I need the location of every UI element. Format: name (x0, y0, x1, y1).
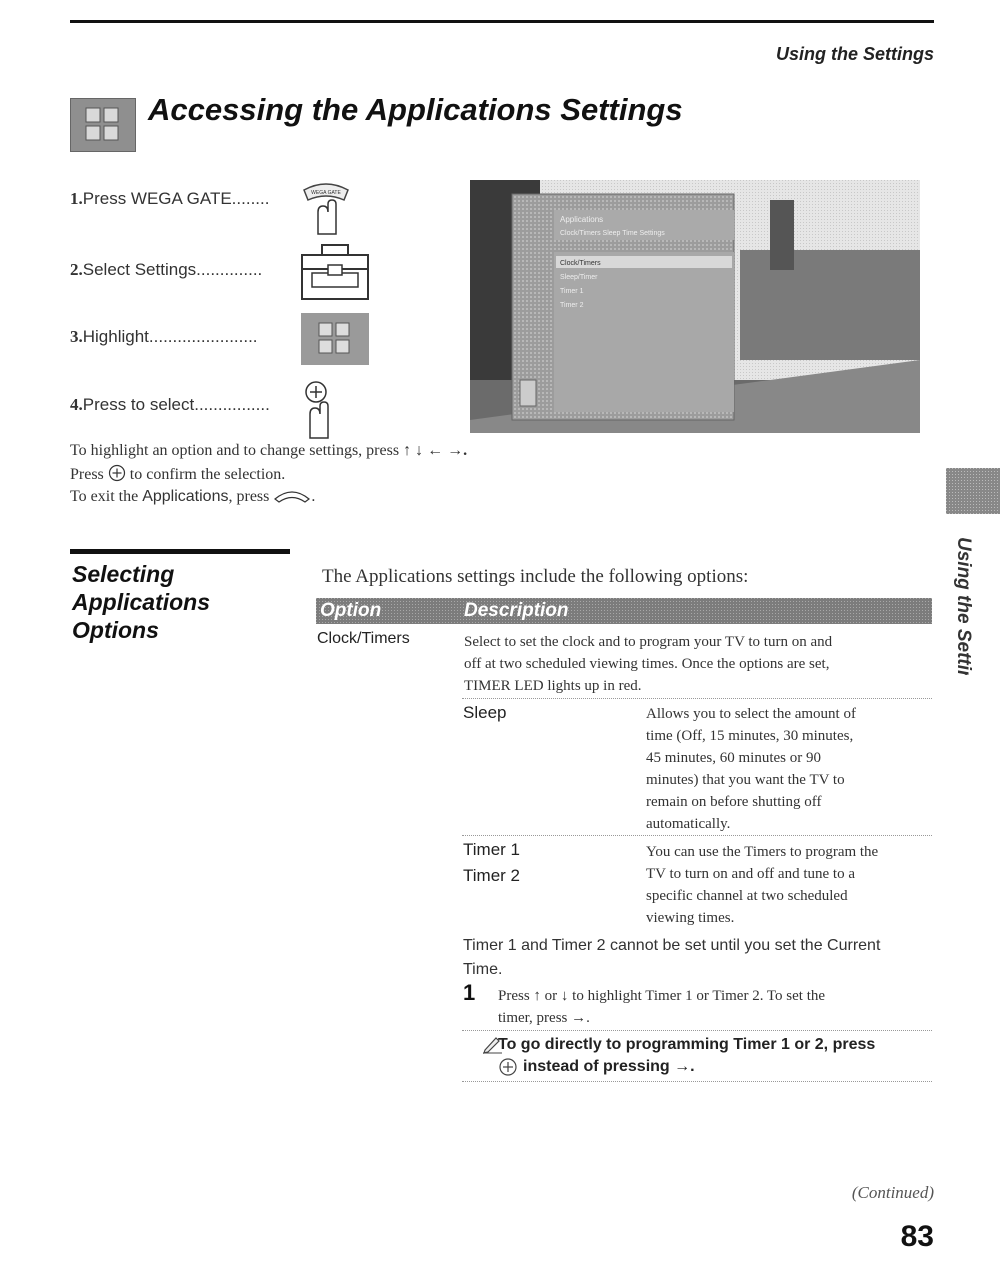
tv-screen-photo (470, 180, 920, 433)
tv-menu-item: Clock/Timers (560, 260, 601, 267)
section-heading: Selecting Applications Options (72, 561, 211, 643)
divider (462, 835, 932, 836)
side-tab-marker (946, 468, 1000, 514)
plus-button-icon (108, 464, 126, 487)
page-number: 83 (900, 1220, 934, 1253)
hand-press-wega-gate-icon (296, 180, 356, 241)
step-number: 1 (463, 980, 476, 1005)
hint-confirm: Press to confirm the selection. (70, 464, 285, 487)
svg-text:Using the Settings: Using the Settings (953, 537, 974, 675)
option-timer-2: Timer 2 (463, 866, 520, 885)
option-sleep: Sleep (463, 703, 507, 722)
column-header-description: Description (464, 600, 569, 621)
hint-navigate: To highlight an option and to change settings, press ↑ ↓ ← →. (70, 442, 468, 459)
hint-exit: To exit the Applications, press . (70, 487, 315, 508)
divider (462, 1030, 932, 1031)
svg-text:WEGA GATE: WEGA GATE (311, 190, 341, 196)
tv-menu-item: Sleep/Timer (560, 274, 598, 281)
tv-menu-title: Applications (560, 215, 604, 224)
tv-menu-item: Timer 2 (560, 302, 584, 309)
step-1-instructions: Press ↑ or ↓ to highlight Timer 1 or Timer 2. To set the timer, press →. (498, 988, 826, 1026)
hand-press-select-icon (300, 378, 340, 445)
toolbox-settings-icon (300, 243, 370, 306)
option-timer-1: Timer 1 (463, 840, 520, 859)
applications-icon (301, 313, 369, 370)
running-header: Using the Settings (775, 44, 934, 64)
top-rule (70, 20, 934, 23)
divider (462, 1081, 932, 1082)
divider (462, 698, 932, 699)
timer-note: Timer 1 and Timer 2 cannot be set until you set the Current Time. (463, 937, 881, 978)
tv-menu-item: Timer 1 (560, 288, 584, 295)
tv-menu-subtitle: Clock/Timers Sleep Time Settings (560, 230, 665, 237)
continued-label: (Continued) (851, 1183, 934, 1202)
page-title: Accessing the Applications Settings (148, 92, 683, 127)
step-1: 1.Press WEGA GATE........ (70, 189, 270, 208)
clock-timers-description: Select to set the clock and to program your TV to turn on and off at two scheduled viewing times. Once the options are set, TIMER LED lights up in red. (464, 634, 833, 694)
timers-description: You can use the Timers to program the TV to turn on and off and tune to a specific channel at two scheduled viewing times. (646, 844, 879, 926)
step-4: 4.Press to select................ (70, 395, 270, 414)
side-tab-label (946, 535, 976, 675)
plus-button-icon (498, 1057, 518, 1082)
wega-gate-button-icon (273, 487, 311, 508)
step-2: 2.Select Settings.............. (70, 260, 263, 279)
section-intro: The Applications settings include the following options: (322, 566, 749, 587)
column-header-option: Option (320, 600, 382, 621)
applications-icon (70, 98, 136, 152)
tip-line-2: instead of pressing →. (523, 1058, 695, 1075)
step-3: 3.Highlight....................... (70, 327, 258, 346)
option-clock-timers: Clock/Timers (317, 630, 410, 647)
sleep-description: Allows you to select the amount of time (Off, 15 minutes, 30 minutes, 45 minutes, 60 minutes or 90 minutes) that you want the TV to remain on before shutting off automatically. (646, 706, 856, 832)
section-rule (70, 549, 290, 554)
table-header (316, 598, 932, 624)
tip-box (462, 1030, 932, 1082)
tip-line-1: To go directly to programming Timer 1 or 2, press (498, 1036, 876, 1053)
